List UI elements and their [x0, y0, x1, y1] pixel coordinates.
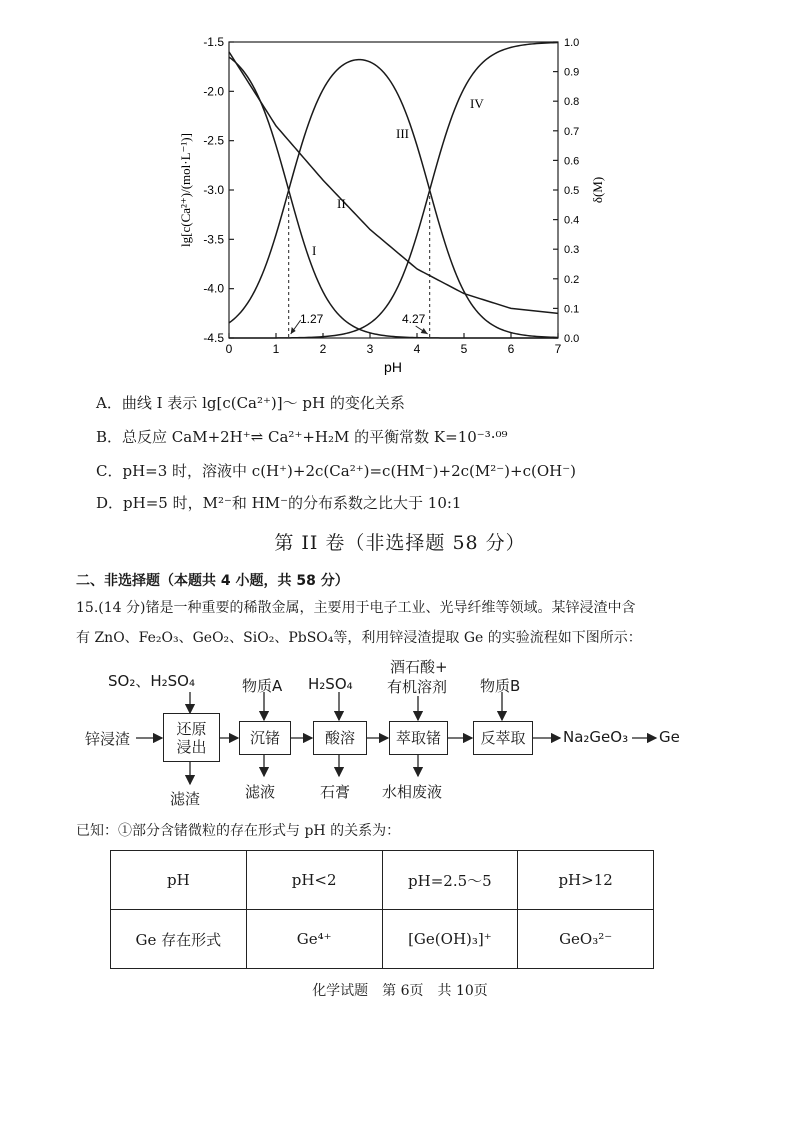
y-left-tick-label: -4.5	[203, 331, 224, 345]
table-cell: pH=2.5～5	[382, 851, 518, 910]
marker-label-2: 4.27	[402, 312, 426, 326]
flow-product-2: Ge	[659, 728, 680, 746]
part-heading: 二、非选择题（本题共 4 小题，共 58 分）	[76, 573, 349, 589]
x-axis-label: pH	[384, 359, 402, 375]
y-right-tick-label: 0.4	[564, 214, 580, 227]
table-cell: Ge 存在形式	[111, 910, 247, 969]
y-right-tick-label: 0.8	[564, 96, 580, 109]
question-line-2: 有 ZnO、Fe₂O₃、GeO₂、SiO₂、PbSO₄等，利用锌浸渣提取 Ge 的实验流程如下图所示：	[76, 630, 642, 646]
y-left-tick-label: -3.5	[203, 232, 224, 247]
curve-label-II: II	[337, 196, 346, 211]
y-right-tick-label: 0.2	[564, 273, 580, 286]
flow-out-2: 滤液	[245, 783, 276, 801]
curve-II	[229, 52, 558, 313]
y-left-tick-label: -2.0	[203, 84, 224, 99]
y-left-tick-label: -4.0	[203, 281, 224, 296]
x-tick-label: 6	[507, 342, 515, 356]
option-b: B．总反应 CaM+2H⁺⇌ Ca²⁺+H₂M 的平衡常数 K=10⁻³·⁰⁹	[96, 428, 508, 446]
marker-arrowhead-2	[421, 328, 428, 334]
section-title: 第 II 卷（非选择题 58 分）	[274, 532, 526, 554]
flow-reagent-3: H₂SO₄	[308, 675, 353, 693]
y-left-tick-label: -3.0	[203, 183, 224, 197]
table-cell: pH>12	[518, 851, 654, 910]
flow-reagent-1: SO₂、H₂SO₄	[108, 672, 195, 690]
flow-box-reduce-leach	[163, 713, 220, 762]
y-right-tick-label: 0.5	[564, 185, 580, 197]
page-footer: 化学试题 第 6页 共 10页	[312, 983, 488, 999]
ge-species-table	[110, 850, 654, 969]
table-cell: pH	[111, 851, 247, 910]
flow-reagent-5: 物质B	[480, 677, 521, 695]
question-line-1: 15.(14 分)锗是一种重要的稀散金属，主要用于电子工业、光导纤维等领域。某锌浸渣中含	[76, 600, 636, 616]
x-tick-label: 2	[319, 342, 327, 356]
flow-box-1-line-2: 浸出	[176, 737, 207, 756]
flow-reagent-4-line-2: 有机溶剂	[387, 678, 448, 696]
option-d: D．pH=5 时，M²⁻和 HM⁻的分布系数之比大于 10:1	[96, 494, 462, 512]
x-tick-label: 0	[225, 342, 233, 356]
y-right-ticks	[553, 37, 579, 345]
x-tick-label: 3	[366, 342, 374, 356]
y-right-tick-label: 0.3	[564, 244, 580, 257]
table-cell: GeO₃²⁻	[518, 910, 654, 969]
curve-label-I: I	[312, 243, 317, 258]
table-row	[111, 910, 654, 969]
x-tick-label: 7	[554, 342, 562, 356]
y-right-tick-label: 0.7	[564, 125, 580, 138]
flow-start: 锌浸渣	[85, 730, 131, 748]
y-right-tick-label: 0.1	[564, 303, 580, 316]
y-right-tick-label: 0.9	[564, 66, 580, 79]
table-row	[111, 851, 654, 910]
flow-box-1-line-1: 还原	[176, 719, 207, 738]
flow-box-acid-dissolve: 酸溶	[313, 721, 367, 755]
curve-label-III: III	[396, 126, 409, 141]
flow-out-3: 石膏	[320, 783, 351, 801]
option-a: A．曲线 I 表示 lg[c(Ca²⁺)]～ pH 的变化关系	[96, 394, 405, 412]
y-right-tick-label: 0.0	[564, 333, 580, 345]
flow-box-precipitate: 沉锗	[239, 721, 291, 755]
flow-out-1: 滤渣	[170, 790, 201, 808]
flow-box-back-extract: 反萃取	[473, 721, 533, 755]
marker-label-1: 1.27	[300, 312, 324, 326]
curves	[229, 43, 558, 338]
x-tick-label: 5	[460, 342, 468, 356]
flow-out-4: 水相废液	[382, 783, 443, 801]
y-left-axis-label: lg[c(Ca²⁺)/(mol·L⁻¹)]	[178, 133, 193, 247]
known-intro: 已知：①部分含锗微粒的存在形式与 pH 的关系为：	[76, 823, 401, 839]
chart	[0, 0, 800, 390]
curve-label-IV: IV	[470, 96, 484, 111]
y-right-axis-label: δ(M)	[590, 176, 605, 204]
flow-reagent-2: 物质A	[242, 677, 283, 695]
y-right-tick-label: 1.0	[564, 37, 580, 49]
flow-reagent-4-line-1: 酒石酸+	[390, 658, 448, 676]
flow-product-1: Na₂GeO₃	[563, 728, 629, 746]
option-c: C．pH=3 时，溶液中 c(H⁺)+2c(Ca²⁺)=c(HM⁻)+2c(M²⁻)+c(OH⁻)	[96, 462, 576, 480]
y-left-tick-label: -1.5	[203, 35, 224, 49]
y-right-tick-label: 0.6	[564, 155, 580, 168]
x-tick-label: 1	[272, 342, 280, 356]
table-cell: pH<2	[246, 851, 382, 910]
table-cell: [Ge(OH)₃]⁺	[382, 910, 518, 969]
x-tick-label: 4	[413, 342, 421, 356]
table-cell: Ge⁴⁺	[246, 910, 382, 969]
y-left-tick-label: -2.5	[203, 133, 224, 148]
flow-box-extract: 萃取锗	[389, 721, 448, 755]
